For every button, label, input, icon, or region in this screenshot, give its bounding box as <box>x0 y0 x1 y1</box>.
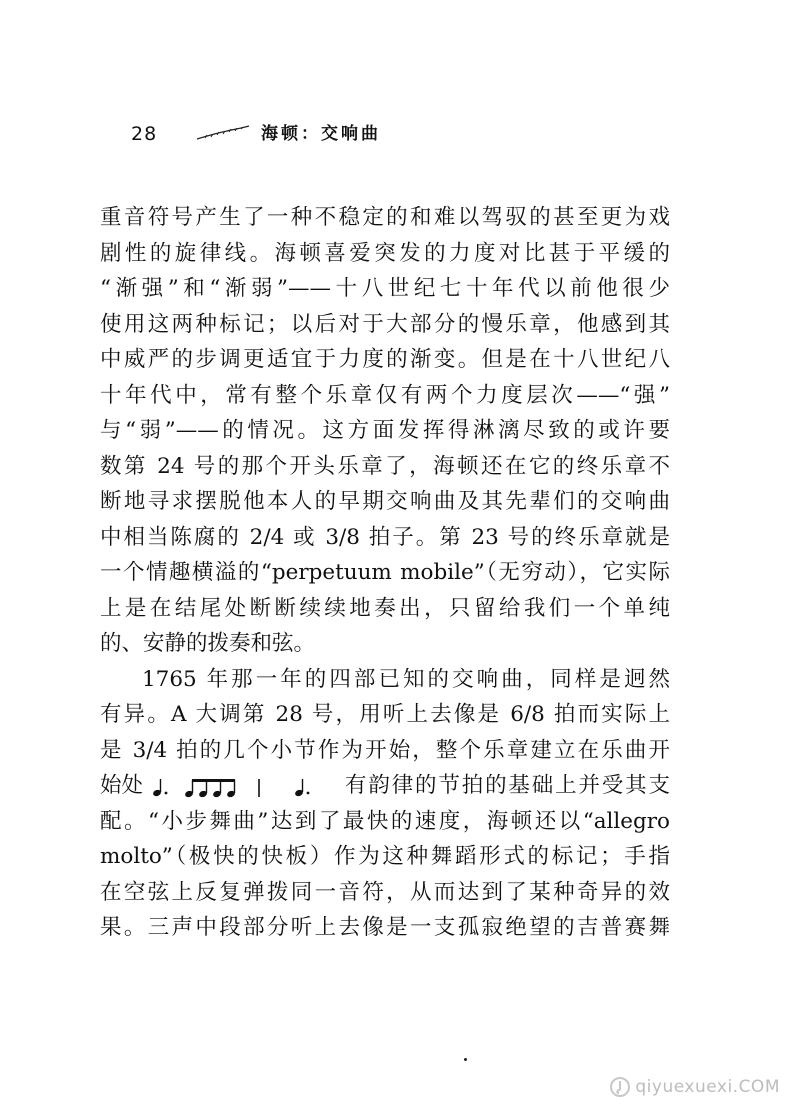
flourish-ornament-icon <box>195 124 251 142</box>
page-number: 28 <box>131 123 158 145</box>
text-line: 中相当陈腐的 2/4 或 3/8 拍子。第 23 号的终乐章就是 <box>100 524 670 550</box>
watermark-logo-icon <box>609 1076 631 1098</box>
text-line: “渐强”和“渐弱”——十八世纪七十年代以前他很少 <box>100 276 670 301</box>
text-line: 与“弱”——的情况。这方面发挥得淋漓尽致的或许要 <box>100 418 670 443</box>
text-line: 的、安静的拨奏和弦。 <box>100 631 316 656</box>
watermark <box>609 1076 780 1098</box>
text-line: 有异。A 大调第 28 号，用听上去像是 6/8 拍而实际上 <box>100 702 670 727</box>
rhythm-notation-icon <box>149 771 339 801</box>
text-line: 剧性的旋律线。海顿喜爱突发的力度对比甚于平缓的 <box>100 240 670 266</box>
paragraph <box>100 200 670 662</box>
watermark-text: qiyuexuexi.COM <box>635 1077 780 1097</box>
text-line: 断地寻求摆脱他本人的早期交响曲及其先辈们的交响曲 <box>100 489 670 514</box>
text-line: 十年代中，常有整个乐章仅有两个力度层次——“强” <box>100 382 670 408</box>
page-body <box>100 200 670 946</box>
text-line: 1765 年那一年的四部已知的交响曲，同样是迥然 <box>142 666 670 692</box>
text-line: molto”（极快的快板）作为这种舞蹈形式的标记；手指 <box>100 844 670 869</box>
text-line: 数第 24 号的那个开头乐章了，海顿还在它的终乐章不 <box>100 453 670 479</box>
text-line: 果。三声中段部分听上去像是一支孤寂绝望的吉普赛舞 <box>100 915 670 940</box>
text-segment: 始处 <box>100 773 144 798</box>
paragraph <box>100 662 670 946</box>
running-title: 海顿：交响曲 <box>261 124 381 144</box>
music-text-line <box>100 768 670 804</box>
speck-mark <box>464 1058 467 1061</box>
text-line: 使用这两种标记；以后对于大部分的慢乐章，他感到其 <box>100 311 670 337</box>
text-line: 是 3/4 拍的几个小节作为开始，整个乐章建立在乐曲开 <box>100 737 670 763</box>
text-line: 一个情趣横溢的“perpetuum mobile”（无穷动），它实际 <box>100 560 670 585</box>
text-line: 中威严的步调更适宜于力度的渐变。但是在十八世纪八 <box>100 347 670 372</box>
text-line: 在空弦上反复弹拨同一音符，从而达到了某种奇异的效 <box>100 879 670 905</box>
text-line: 重音符号产生了一种不稳定的和难以驾驭的甚至更为戏 <box>100 205 670 230</box>
text-line: 上是在结尾处断断续续地奏出，只留给我们一个单纯 <box>100 595 670 621</box>
text-line: 配。“小步舞曲”达到了最快的速度，海顿还以“allegro <box>100 808 670 834</box>
running-header <box>131 119 551 149</box>
text-segment: 有韵律的节拍的基础上并受其支 <box>345 773 670 798</box>
